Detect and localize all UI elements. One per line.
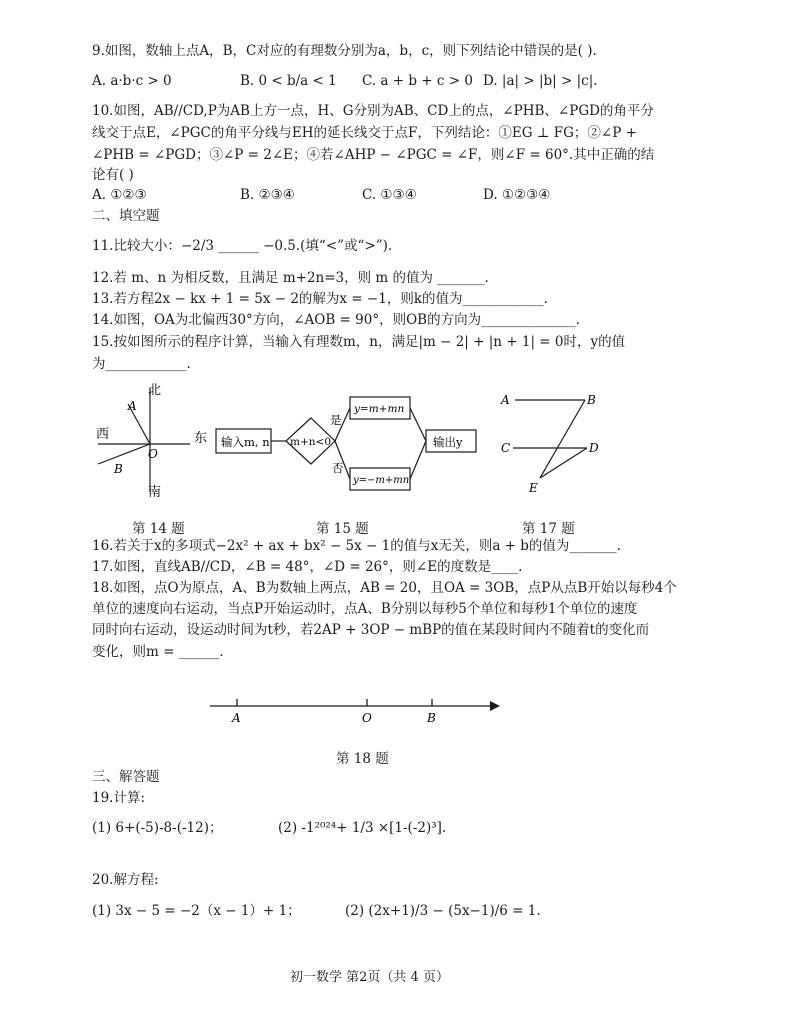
q9-option-a: A. a·b·c > 0 — [92, 73, 172, 89]
q10-line-4: 论有( ) — [92, 167, 134, 183]
q9-stem: 9.如图，数轴上点A，B，C对应的有理数分别为a，b，c，则下列结论中错误的是( ). — [92, 43, 597, 59]
q19-part-1: (1) 6+(-5)-8-(-12)； — [92, 820, 223, 836]
fig15-condition-label: m+n<0 — [290, 436, 331, 448]
fig17-point-a: A — [501, 393, 510, 407]
q20-part-2: (2) (2x+1)/3 − (5x−1)/6 = 1. — [345, 903, 541, 919]
fig18-arrow-head — [490, 701, 500, 711]
q15-line-2: 为____________. — [92, 356, 191, 372]
fig14-point-b: B — [114, 462, 123, 476]
q9-option-b: B. 0 < b/a < 1 — [240, 73, 337, 89]
figure-17-parallel-lines — [495, 388, 615, 500]
q12: 12.若 m、n 为相反数，且满足 m+2n=3，则 m 的值为 _______. — [92, 270, 489, 286]
fig17-segment-de — [540, 448, 587, 478]
caption-figure-18: 第 18 题 — [336, 751, 389, 767]
q20-part-1: (1) 3x − 5 = −2（x − 1）+ 1； — [92, 903, 301, 919]
q18-line-1: 18.如图，点O为原点，A、B为数轴上两点，AB = 20，且OA = 3OB，点P从点B开始以每秒4个 — [92, 580, 677, 596]
q13: 13.若方程2x − kx + 1 = 5x − 2的解为x = −1，则k的值为____________. — [92, 291, 548, 307]
caption-figure-15: 第 15 题 — [316, 521, 369, 537]
fig17-point-c: C — [501, 441, 511, 455]
fig14-south-label: 南 — [148, 485, 162, 500]
fig14-ray-ob — [98, 444, 150, 464]
fig17-point-b: B — [587, 393, 596, 407]
q18-line-2: 单位的速度向右运动，当点P开始运动时，点A、B分别以每秒5个单位和每秒1个单位的速度 — [92, 601, 638, 617]
fig14-east-label: 东 — [194, 431, 208, 446]
fig15-input-label: 输入m, n — [221, 435, 270, 449]
fig14-point-o: O — [148, 447, 158, 461]
q10-option-c: C. ①③④ — [362, 187, 417, 203]
q18-line-4: 变化，则m = ______. — [92, 644, 224, 660]
caption-figure-17: 第 17 题 — [522, 521, 575, 537]
q20-title: 20.解方程: — [92, 872, 159, 888]
fig14-point-a: A — [128, 399, 137, 413]
fig18-label-a: A — [232, 711, 241, 725]
fig14-north-label: 北 — [148, 383, 162, 398]
fig15-no-label: 否 — [332, 461, 344, 475]
q14: 14.如图，OA为北偏西30°方向，∠AOB = 90°，则OB的方向为______________. — [92, 312, 580, 328]
q18-line-3: 同时向右运动，设运动时间为t秒，若2AP + 3OP − mBP的值在某段时间内不随着t的变化而 — [92, 622, 650, 638]
fig18-label-b: B — [427, 711, 436, 725]
q10-line-1: 10.如图，AB//CD,P为AB上方一点，H、G分别为AB、CD上的点，∠PHB、∠PGD的角平分 — [92, 103, 654, 119]
figure-14-compass — [90, 380, 220, 500]
q10-line-3: ∠PHB = ∠PGD；③∠P = 2∠E；④若∠AHP − ∠PGC = ∠F，则∠F = 60°.其中正确的结 — [92, 147, 655, 163]
figure-15-flowchart — [214, 390, 484, 494]
q17: 17.如图，直线AB//CD，∠B = 48°，∠D = 26°，则∠E的度数是____. — [92, 559, 523, 575]
page-footer: 初一数学 第2页（共 4 页） — [290, 970, 449, 985]
q10-option-d: D. ①②③④ — [483, 187, 551, 203]
q19-part-2: (2) -1²⁰²⁴+ 1/3 ×[1-(-2)³]. — [278, 820, 447, 836]
q11: 11.比较大小：−2/3 ______ −0.5.(填“<”或“>”). — [92, 238, 393, 254]
caption-figure-14: 第 14 题 — [132, 521, 185, 537]
fig15-top-formula: y=m+mn — [354, 403, 405, 415]
q9-option-c: C. a + b + c > 0 — [362, 73, 473, 89]
q19-title: 19.计算: — [92, 790, 146, 806]
fig15-output-label: 输出y — [433, 435, 463, 449]
fig14-west-label: 西 — [96, 427, 110, 442]
section-solve-heading: 三、解答题 — [92, 769, 160, 785]
fig17-point-e: E — [529, 481, 538, 495]
q10-option-a: A. ①②③ — [92, 187, 147, 203]
q9-option-d: D. |a| > |b| > |c|. — [483, 73, 598, 89]
fig15-yes-label: 是 — [330, 413, 342, 427]
fig18-label-o: O — [362, 711, 372, 725]
section-fill-blank-heading: 二、填空题 — [92, 208, 160, 224]
fig15-bottom-formula: y=−m+mn — [353, 475, 410, 486]
q10-option-b: B. ②③④ — [240, 187, 295, 203]
q15-line-1: 15.按如图所示的程序计算，当输入有理数m，n，满足|m − 2| + |n + 1| = 0时，y的值 — [92, 334, 626, 350]
fig17-point-d: D — [589, 441, 599, 455]
q10-line-2: 线交于点E，∠PGC的角平分线与EH的延长线交于点F，下列结论：①EG ⊥ FG；②∠P + — [92, 125, 637, 141]
figure-18-number-line — [200, 694, 510, 730]
q16: 16.若关于x的多项式−2x² + ax + bx² − 5x − 1的值与x无关，则a + b的值为_______. — [92, 538, 621, 554]
